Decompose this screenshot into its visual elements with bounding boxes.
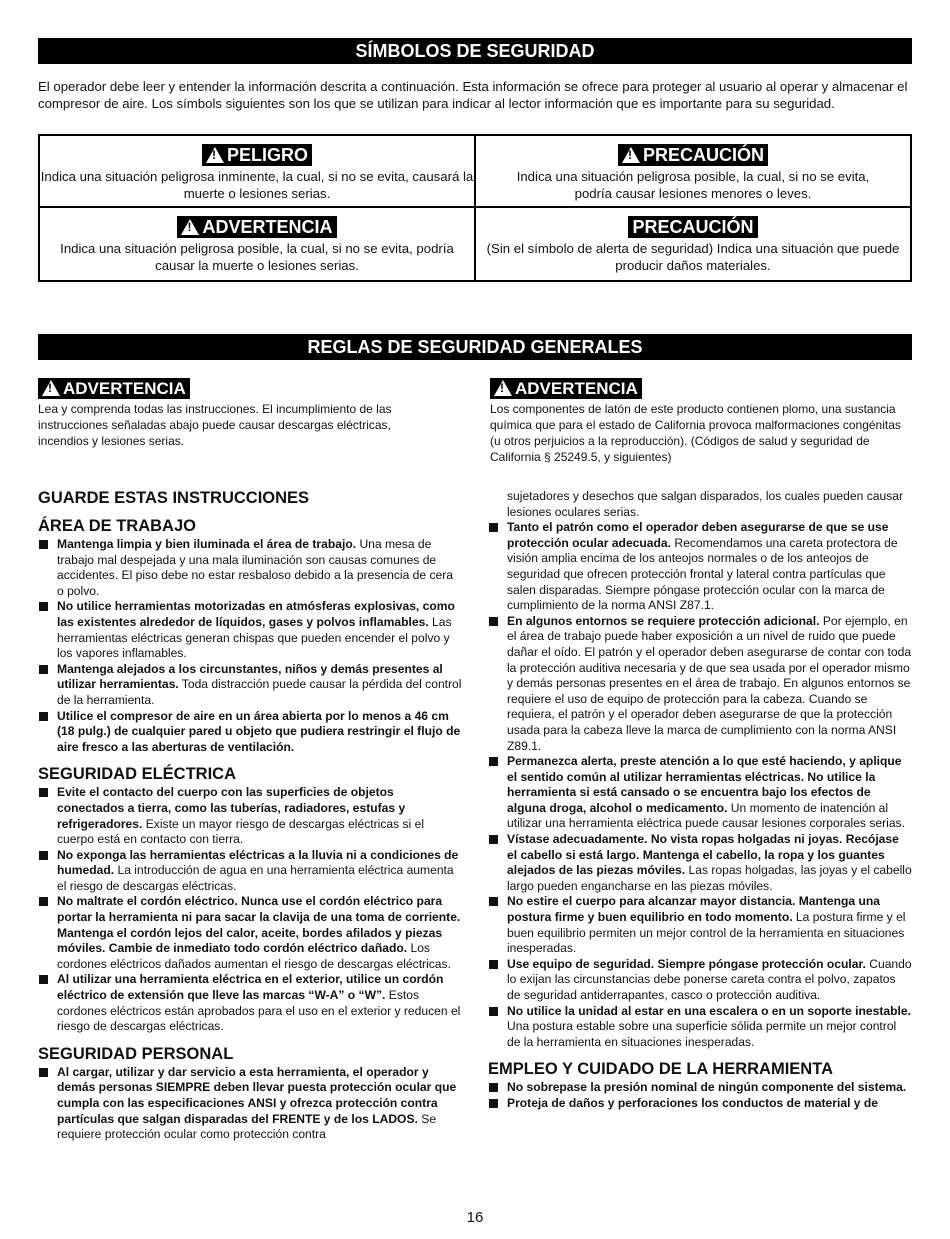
symbol-cell-advertencia [40,208,476,280]
badge-label: PRECAUCIÓN [642,145,764,165]
item-bold: Evite el contacto del cuerpo con las superficies de objetos conectados a tierra, como las tuberías, radiadores, estufas y refrigeradores. [57,785,406,831]
symbols-title-bar [38,38,912,64]
item-bold: Tanto el patrón como el operador deben asegurarse de que se use protección ocular adecuada. [507,520,889,550]
item-bold: Al cargar, utilizar y dar servicio a esta herramienta, el operador y demás personas SIEMPRE deben llevar puesta protección ocular que cumpla con las especificaciones ANSI y ofrezca protección contra partículas que salgan disparadas del FRENTE y de los LADOS. [57,1064,457,1126]
list-item [38,709,462,756]
item-bold: Permanezca alerta, preste atención a lo que esté haciendo, y aplique el sentido común al utilizar herramientas eléctricas. No utilice la herramienta si está cansado o se encuentra bajo los efectos de alguna droga, alcohol o medicamento. [507,754,902,815]
item-text: La introducción de agua en una herramienta eléctrica aumenta el riesgo de descargas eléctricas. [57,863,454,893]
item-text: Toda distracción puede causar la pérdida del control de la herramienta. [57,677,462,707]
symbol-description: Indica una situación peligrosa posible, la cual, si no se evita, podría causar lesiones menores o leves. [516,169,870,201]
item-text: Una mesa de trabajo mal despejada y una mala iluminación son causas comunes de accidentes. El piso debe no estar resbaloso debido a la presencia de cera o polvo. [57,537,453,598]
electrical-safety-heading: SEGURIDAD ELÉCTRICA [38,765,237,784]
symbols-title: SÍMBOLOS DE SEGURIDAD [355,41,595,61]
symbol-cell-precaucion-no-symbol [476,208,910,280]
item-text: Cuando lo exijan las circunstancias debe ponerse careta contra el polvo, zapatos de seguridad antiderrapantes, casco o protección auditiva. [507,956,912,1002]
warning-right [490,378,910,465]
page-number: 16 [466,1209,484,1226]
list-item [38,1065,462,1143]
symbol-cell-precaucion [476,136,910,208]
right-column [488,489,912,1112]
badge-label: ADVERTENCIA [515,379,638,398]
continuation-text: sujetadores y desechos que salgan disparados, los cuales pueden causar lesiones oculares serias. [507,489,903,519]
alert-triangle-icon [622,147,640,163]
item-text: Se requiere protección ocular como protección contra [57,1111,437,1142]
item-text: La postura firme y el buen equilibrio permiten un mejor control de la herramienta en situaciones inesperadas. [507,910,906,956]
symbols-intro: El operador debe leer y entender la información descrita a continuación. Esta información se ofrece para proteger al usuario al operar y almacenar el compresor de aire. Los símbols siguientes son los que se utilizan para indicar al lector información que es importante para su seguridad. [38,79,908,111]
left-column [38,487,462,1143]
item-text: Una postura estable sobre una superficie sólida permite un mejor control de la herramienta en situaciones inesperadas. [507,1019,897,1049]
item-text: Existe un mayor riesgo de descargas eléctricas si el cuerpo está en contacto con tierra. [57,816,425,847]
alert-triangle-icon [181,219,199,235]
badge-label: ADVERTENCIA [202,217,333,237]
alert-triangle-icon [42,380,60,396]
item-text: Las ropas holgadas, las joyas y el cabello largo pueden engancharse en las piezas móviles. [507,863,912,893]
item-bold: No exponga las herramientas eléctricas a la lluvia ni a condiciones de humedad. [57,847,459,878]
rules-title: REGLAS DE SEGURIDAD GENERALES [307,337,643,357]
precaucion-plain-badge [628,216,757,238]
item-bold: No utilice herramientas motorizadas en atmósferas explosivas, como las existentes alrededor de líquidos, gases y polvos inflamables. [57,599,455,629]
list-item [488,520,912,614]
peligro-badge [202,144,312,166]
item-text: Por ejemplo, en el área de trabajo puede haber exposición a un nivel de ruido que puede dañar el oído. El patrón y el operador deben asegurarse de contar con toda la protección auditiva necesaria y de que sea usada por el operador mismo y demás personas presentes en el área de trabajo. En algunos entornos se requiere el uso de equipo de protección para la cabeza. Cuando se requiera, el patrón y el operador deben asegurarse de que la protección usada para la cabeza lleve la marca de cumplimiento con la norma ANSI Z89.1. [507,613,912,753]
advertencia-badge [490,378,642,399]
symbol-cell-peligro [40,136,476,208]
item-bold: Mantenga alejados a los circunstantes, niños y demás presentes al utilizar herramientas. [57,661,443,692]
list-item [488,1004,912,1051]
advertencia-badge [177,216,336,238]
list-item [38,972,462,1034]
list-item [38,785,462,847]
list-item [488,754,912,832]
list-item [38,537,462,599]
personal-safety-heading: SEGURIDAD PERSONAL [38,1044,234,1063]
alert-triangle-icon [494,380,512,396]
warning-left [38,378,438,449]
item-text: Recomendamos una careta protectora de visión amplia encima de los anteojos normales o de los anteojos de seguridad que ofrecen protección frontal y lateral contra partículas que salen disparadas. Siempre póngase protección ocular con la marca de cumplimiento de la norma ANSI Z87.1. [507,535,898,613]
item-bold: Proteja de daños y perforaciones los conductos de material y de [507,1095,878,1110]
list-item [38,599,462,661]
warning-text: Lea y comprenda todas las instrucciones. El incumplimiento de las instrucciones señaladas abajo puede causar descargas eléctricas, incendios y lesiones serias. [38,402,392,448]
item-bold: No utilice la unidad al estar en una escalera o en un soporte inestable. [507,1003,911,1018]
item-text: Un momento de inatención al utilizar una herramienta eléctrica puede causar lesiones corporales serias. [507,800,905,831]
item-text: Las herramientas eléctricas generan chispas que pueden encender el polvo y los vapores inflamables. [57,614,452,661]
list-item [38,848,462,895]
advertencia-badge [38,378,190,399]
tool-use-heading: EMPLEO Y CUIDADO DE LA HERRAMIENTA [488,1060,833,1079]
item-bold: No sobrepase la presión nominal de ningún componente del sistema. [507,1080,907,1095]
list-item [488,832,912,894]
list-item [38,662,462,709]
item-bold: No maltrate el cordón eléctrico. Nunca use el cordón eléctrico para portar la herramienta ni para sacar la clavija de una toma de corriente. Mantenga el cordón lejos del calor, aceite, bordes afilados y piezas móviles. Cambie de inmediato todo cordón eléctrico dañado. [57,894,461,956]
work-area-heading: ÁREA DE TRABAJO [38,517,196,535]
list-item [38,894,462,972]
symbol-description: (Sin el símbolo de alerta de seguridad) Indica una situación que puede producir daños materiales. [486,241,900,273]
rules-title-bar [38,334,912,360]
list-item [488,614,912,754]
list-item [488,1096,912,1112]
list-item [488,1080,912,1096]
symbol-description: Indica una situación peligrosa inminente, la cual, si no se evita, causará la muerte o lesiones serias. [40,169,474,201]
item-bold: Mantenga limpia y bien iluminada el área de trabajo. [57,537,357,551]
item-bold: Use equipo de seguridad. Siempre póngase protección ocular. [507,956,866,971]
save-instructions-heading: GUARDE ESTAS INSTRUCCIONES [38,489,310,507]
badge-label: PELIGRO [226,145,308,165]
item-bold: Al utilizar una herramienta eléctrica en el exterior, utilice un cordón eléctrico de extensión que lleve las marcas “W-A” o “W”. [57,972,444,1003]
item-bold: No estire el cuerpo para alcanzar mayor distancia. Mantenga una postura firme y buen equilibrio en todo momento. [507,894,881,925]
warning-text: Los componentes de latón de este producto contienen plomo, una sustancia química que para el estado de California provoca malformaciones congénitas (u otros perjuicios a la reproducción). (Códigos de salud y seguridad de California § 25249.5, y siguientes) [490,402,901,464]
item-bold: Vístase adecuadamente. No vista ropas holgadas ni joyas. Recójase el cabello si está largo. Mantenga el cabello, la ropa y los guantes alejados de las piezas móviles. [507,832,899,878]
badge-label: PRECAUCIÓN [632,217,754,237]
item-text: Los cordones eléctricos dañados aumentan el riesgo de descargas eléctricas. [57,941,451,971]
item-bold: Utilice el compresor de aire en un área abierta por lo menos a 46 cm (18 pulg.) de cualquier pared u objeto que pudiera restringir el flujo de aire fresco a las aberturas de ventilación. [57,708,461,754]
symbols-table [38,134,912,282]
alert-triangle-icon [206,147,224,163]
precaucion-badge [618,144,768,166]
symbol-description: Indica una situación peligrosa posible, la cual, si no se evita, podría causar la muerte o lesiones serias. [60,241,454,273]
item-text: Estos cordones eléctricos están aprobados para el uso en el exterior y reducen el riesgo de descargas eléctricas. [57,988,461,1034]
list-item [488,957,912,1004]
item-bold: En algunos entornos se requiere protección adicional. [507,613,820,628]
badge-label: ADVERTENCIA [63,379,186,398]
list-item [488,894,912,956]
